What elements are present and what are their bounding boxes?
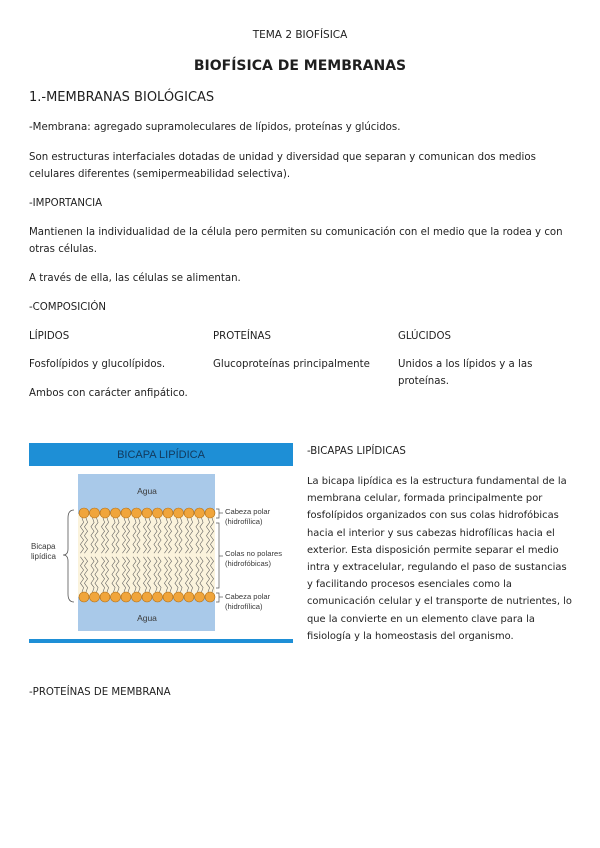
polar-head <box>184 508 194 518</box>
cabeza-top-line-2: (hidrofílica) <box>225 517 263 526</box>
polar-head <box>90 592 100 602</box>
polar-head <box>132 508 142 518</box>
polar-head <box>132 592 142 602</box>
composicion-heading: -COMPOSICIÓN <box>29 302 106 313</box>
polar-head <box>100 508 110 518</box>
cabeza-top-line-1: Cabeza polar <box>225 507 271 516</box>
lipidos-column-title: LÍPIDOS <box>29 331 70 342</box>
polar-head <box>142 508 152 518</box>
proteinas-line-1: Glucoproteínas principalmente <box>213 359 370 370</box>
bicapas-heading: -BICAPAS LIPÍDICAS <box>307 446 406 457</box>
proteinas-membrana-heading: -PROTEÍNAS DE MEMBRANA <box>29 687 171 698</box>
polar-head <box>163 508 173 518</box>
bicapa-label-line-1: Bicapa <box>31 542 56 551</box>
lipidos-line-2: Ambos con carácter anfipático. <box>29 388 188 399</box>
polar-head <box>195 592 205 602</box>
agua-bottom-label: Agua <box>137 613 157 623</box>
membrana-definition: -Membrana: agregado supramoleculares de lípidos, proteínas y glúcidos. <box>29 122 401 133</box>
glucidos-line-1: Unidos a los lípidos y a las proteínas. <box>398 359 533 387</box>
section-heading-membranas: 1.-MEMBRANAS BIOLÓGICAS <box>29 90 215 105</box>
importancia-paragraph-1: Mantienen la individualidad de la célula pero permiten su comunicación con el medio que la rodea y con otras células. <box>29 227 563 255</box>
polar-head <box>153 592 163 602</box>
polar-head <box>79 592 89 602</box>
page-header: TEMA 2 BIOFÍSICA <box>252 29 348 41</box>
polar-head <box>153 508 163 518</box>
polar-head <box>121 508 131 518</box>
polar-head <box>205 592 215 602</box>
bicapas-paragraph: La bicapa lipídica es la estructura fundamental de la membrana celular, formada principalmente por fosfolípidos organizados con sus colas hidrofóbicas hacia el interior y sus cabezas hidrofílicas hacia el exterior. Esta disposición permite separar el medio intra y extracelular, regulando el paso de sustancias y facilitando procesos esenciales como la comunicación celular y el transporte de nutrientes, lo que la convierte en un elemento clave para la fisiología y la homeostasis del organismo. <box>307 476 572 642</box>
bicapa-label-line-2: lipídica <box>31 552 56 561</box>
polar-head <box>163 592 173 602</box>
colas-line-2: (hidrofóbicas) <box>225 559 272 568</box>
figure-bottom-bar <box>29 639 293 643</box>
polar-head <box>205 508 215 518</box>
importancia-paragraph-2: A través de ella, las células se alimentan. <box>29 273 241 284</box>
polar-head <box>121 592 131 602</box>
colas-line-1: Colas no polares <box>225 549 282 558</box>
bicapa-lipidica-figure <box>29 443 293 643</box>
polar-head <box>111 508 121 518</box>
bicapa-diagram <box>29 443 293 643</box>
proteinas-column-title: PROTEÍNAS <box>213 331 271 342</box>
polar-head <box>79 508 89 518</box>
polar-head <box>111 592 121 602</box>
polar-head <box>142 592 152 602</box>
polar-head <box>174 592 184 602</box>
page-title: BIOFÍSICA DE MEMBRANAS <box>193 58 407 74</box>
polar-head <box>195 508 205 518</box>
cabeza-bottom-line-1: Cabeza polar <box>225 592 271 601</box>
polar-head <box>100 592 110 602</box>
estructuras-paragraph: Son estructuras interfaciales dotadas de unidad y diversidad que separan y comunican dos medios celulares diferentes (semipermeabilidad selectiva). <box>29 152 536 180</box>
agua-top-label: Agua <box>137 486 157 496</box>
polar-head <box>174 508 184 518</box>
lipidos-line-1: Fosfolípidos y glucolípidos. <box>29 359 166 370</box>
glucidos-column-title: GLÚCIDOS <box>398 331 451 342</box>
figure-title: BICAPA LIPÍDICA <box>117 449 205 461</box>
polar-head <box>184 592 194 602</box>
importancia-heading: -IMPORTANCIA <box>29 198 103 209</box>
hydrophobic-core <box>78 514 215 597</box>
polar-head <box>90 508 100 518</box>
cabeza-bottom-line-2: (hidrofílica) <box>225 602 263 611</box>
